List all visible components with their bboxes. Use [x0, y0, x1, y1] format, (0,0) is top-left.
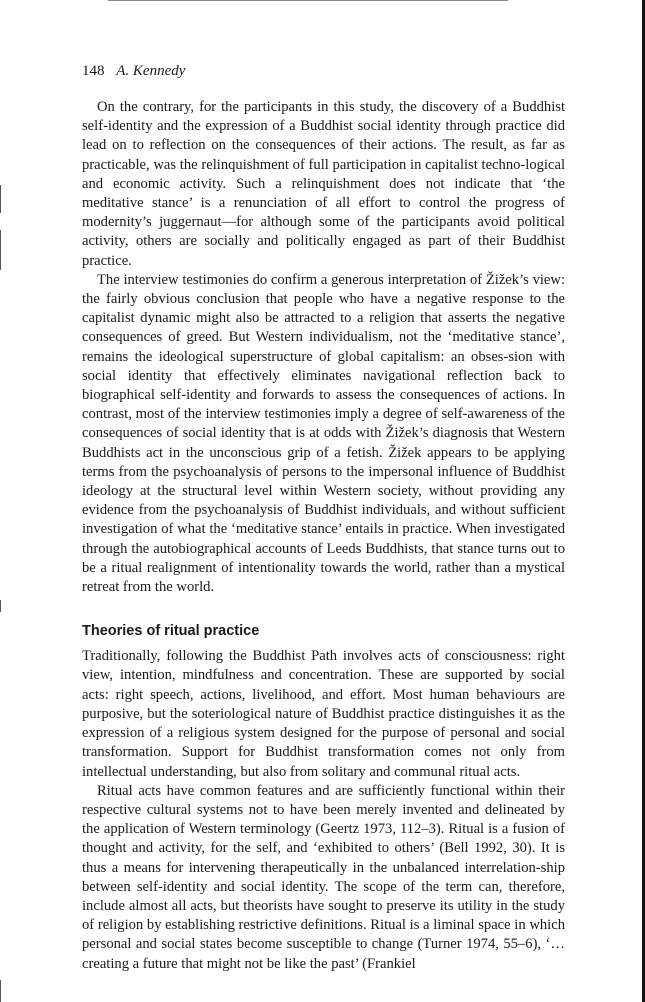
body-paragraph: Traditionally, following the Buddhist Path involves acts of consciousness: right view, intention, mindfulness and concentration. These are supported by social acts: right speech, actions, livelihood, and effort. Most human behaviours are purposive, but the soteriological nature of Buddhist practice distinguishes it as the expression of a religious system designed for the purpose of personal and social transformation. Support for Buddhist transformation comes not only from intellectual understanding, but also from solitary and communal ritual acts.: [82, 648, 565, 780]
top-rule: [108, 0, 508, 1]
margin-mark: [0, 600, 1, 612]
margin-mark: [0, 185, 1, 213]
body-paragraph: The interview testimonies do confirm a generous interpretation of Žižek’s view: the fairly obvious conclusion that people who have a negative response to the capitalist dynamic might also be attracted to a religion that asserts the negative consequences of greed. But Western individualism, not the ‘meditative stance’, remains the ideological superstructure of global capitalism: an obses-sion with social identity that effectively eliminates navigational reflection back to biographical self-identity and forwards to assess the consequences of actions. In contrast, most of the interview testimonies imply a degree of self-awareness of the consequences of social identity that is at odds with Žižek’s diagnosis that Western Buddhists act in the unconscious grip of a fetish. Žižek appears to be applying terms from the psychoanalysis of persons to the impersonal influence of Buddhist ideology at the structural level within Western society, without providing any evidence from the psychoanalysis of Buddhist individuals, and without sufficient investigation of what the ‘meditative stance’ entails in practice. When investigated through the autobiographical accounts of Leeds Buddhists, that stance turns out to be a ritual realignment of intentionality towards the world, rather than a mystical retreat from the world.: [82, 271, 565, 596]
running-head-author: A. Kennedy: [116, 63, 186, 79]
margin-mark: [0, 980, 1, 1002]
section-heading: Theories of ritual practice: [82, 623, 260, 640]
margin-mark: [0, 230, 1, 270]
page-number: 148: [82, 63, 105, 79]
page-body: [82, 98, 565, 974]
running-header: [82, 63, 185, 80]
body-paragraph: On the contrary, for the participants in this study, the discovery of a Buddhist self-identity and the expression of a Buddhist social identity through practice did lead on to reflection on the consequences of their actions. The result, as far as practicable, was the relinquishment of full participation in capitalist techno-logical and economic activity. Such a relinquishment does not indicate that ‘the meditative stance’ is a renunciation of all effort to control the progress of modernity’s juggernaut—for although some of the participants avoid political activity, others are socially and politically engaged as part of their Buddhist practice.: [82, 99, 565, 269]
body-paragraph: Ritual acts have common features and are sufficiently functional within their respective cultural systems not to have been merely invented and delineated by the application of Western terminology (Geertz 1973, 112–3). Ritual is a fusion of thought and activity, for the self, and ‘exhibited to others’ (Bell 1992, 30). It is thus a means for intervening therapeutically in the unbalanced interrelation-ship between self-identity and social identity. The scope of the term can, therefore, include almost all acts, but theorists have sought to preserve its utility in the study of religion by establishing restrictive definitions. Ritual is a liminal space in which personal and social states become susceptible to change (Turner 1974, 55–6), ‘… creating a future that might not be like the past’ (Frankiel: [82, 782, 565, 972]
